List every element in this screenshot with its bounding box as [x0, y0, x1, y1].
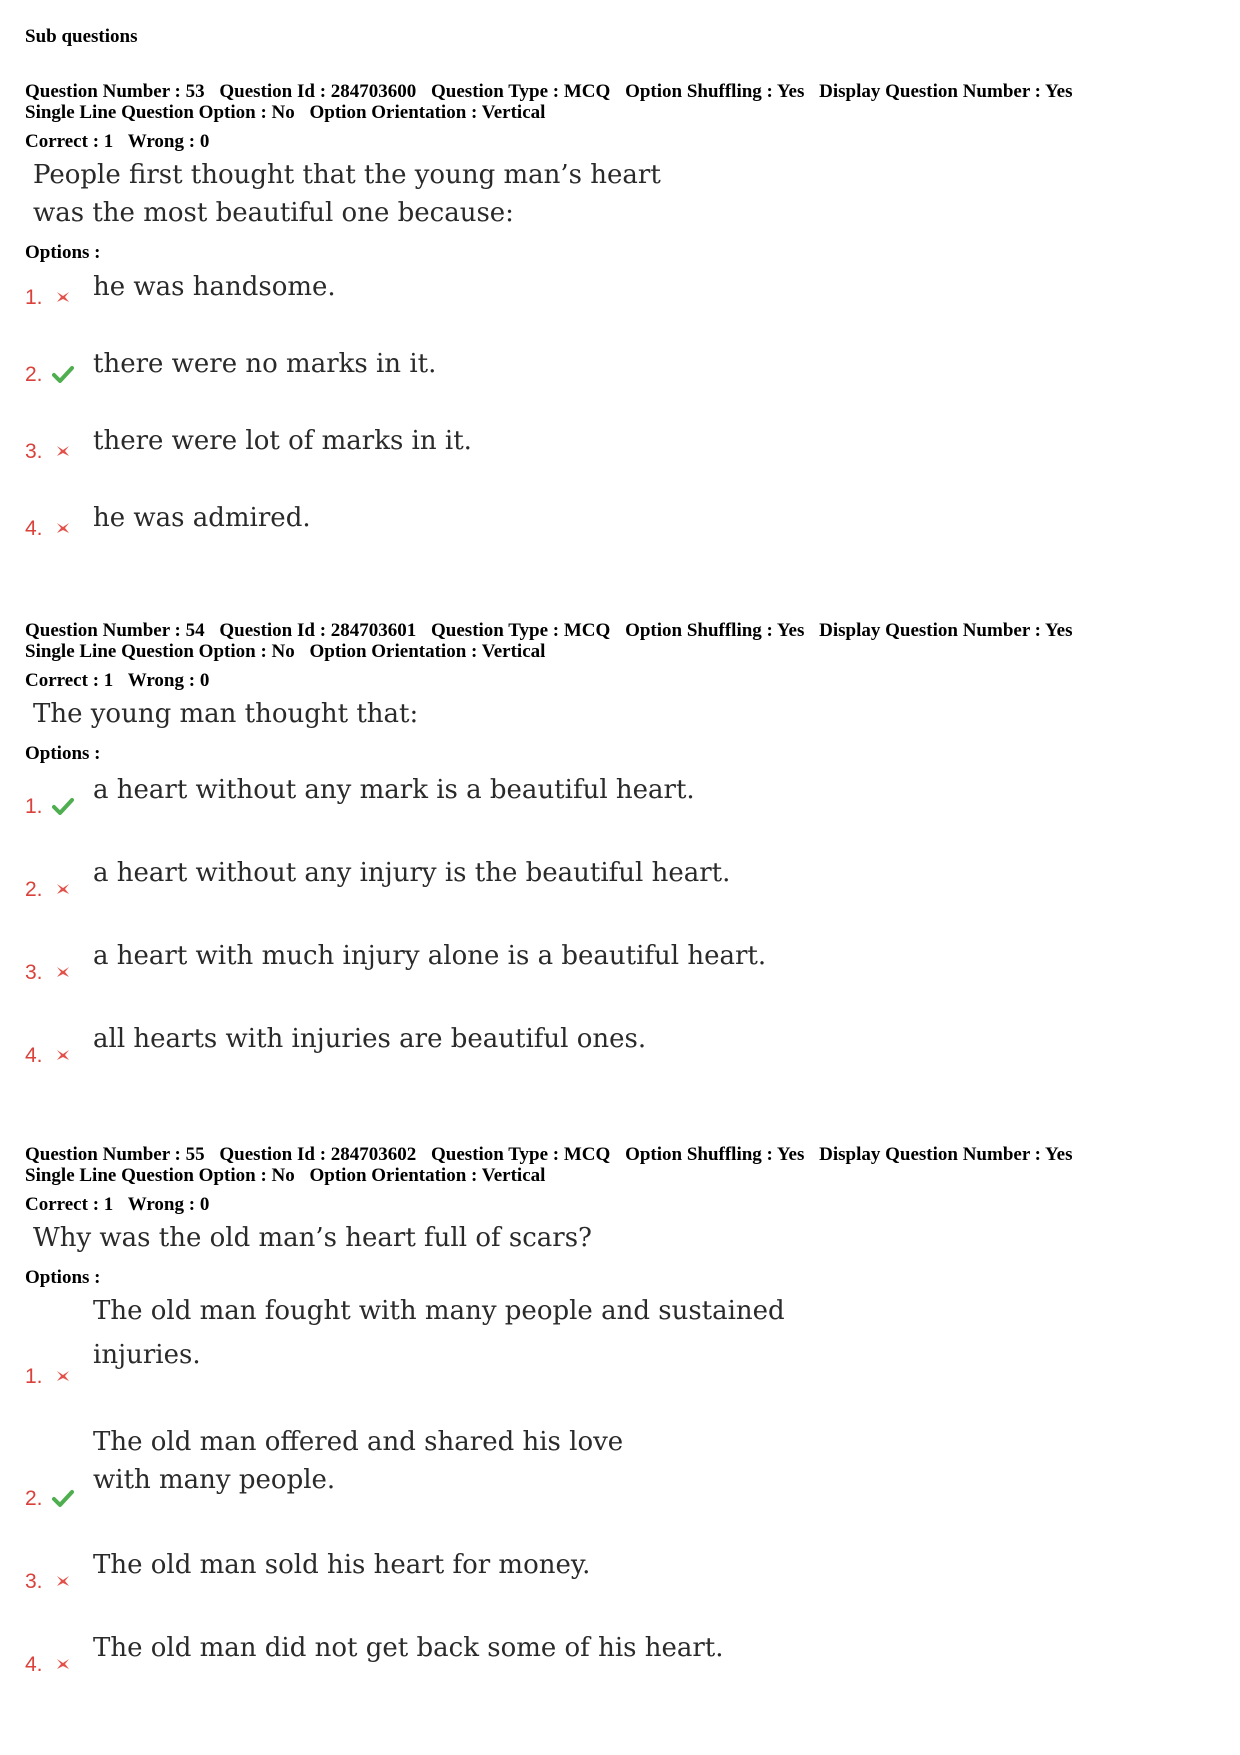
option-text: a heart without any mark is a beautiful heart.: [93, 775, 695, 805]
option-number: 1.: [25, 1365, 43, 1388]
option-number: 3.: [25, 440, 43, 463]
option-number: 1.: [25, 795, 43, 818]
option-item: [25, 264, 1225, 318]
option-item: [25, 993, 1225, 1076]
display-question-number: Display Question Number : Yes: [819, 620, 1073, 641]
wrong-icon: [52, 440, 74, 462]
display-question-number: Display Question Number : Yes: [819, 1144, 1073, 1165]
wrong-icon: [52, 878, 74, 900]
question-meta-line-1: [25, 81, 1225, 102]
option-shuffling: Option Shuffling : Yes: [625, 620, 805, 641]
option-number: 2.: [25, 1487, 43, 1510]
question-type: Question Type : MCQ: [431, 1144, 611, 1165]
correct-score: Correct : 1: [25, 1194, 114, 1215]
option-orientation: Option Orientation : Vertical: [309, 1165, 546, 1186]
option-text: The old man did not get back some of his heart.: [93, 1633, 724, 1663]
options-label: Options :: [25, 1267, 101, 1288]
option-number: 4.: [25, 1653, 43, 1676]
option-item: [25, 1602, 1225, 1685]
check-icon: [52, 1487, 74, 1509]
option-text: he was admired.: [93, 503, 311, 533]
option-text: there were no marks in it.: [93, 349, 437, 379]
option-orientation: Option Orientation : Vertical: [309, 641, 546, 662]
wrong-icon: [52, 517, 74, 539]
question-53: [25, 81, 1225, 549]
question-id: Question Id : 284703600: [219, 81, 417, 102]
wrong-score: Wrong : 0: [127, 670, 210, 691]
option-text: he was handsome.: [93, 272, 336, 302]
option-text: all hearts with injuries are beautiful ones.: [93, 1024, 647, 1054]
question-text: Why was the old man’s heart full of scars?: [33, 1223, 592, 1253]
option-number: 3.: [25, 961, 43, 984]
wrong-icon: [52, 1570, 74, 1592]
option-item: [25, 910, 1225, 993]
question-number: Question Number : 54: [25, 620, 205, 641]
score-line: [25, 131, 1225, 152]
wrong-icon: [52, 961, 74, 983]
score-line: [25, 670, 1225, 691]
option-item: [25, 472, 1225, 549]
option-text: a heart with much injury alone is a beautiful heart.: [93, 941, 767, 971]
correct-score: Correct : 1: [25, 131, 114, 152]
option-orientation: Option Orientation : Vertical: [309, 102, 546, 123]
score-line: [25, 1194, 1225, 1215]
page-heading: Sub questions: [25, 26, 138, 47]
single-line-option: Single Line Question Option : No: [25, 1165, 295, 1186]
question-id: Question Id : 284703601: [219, 620, 417, 641]
single-line-option: Single Line Question Option : No: [25, 102, 295, 123]
single-line-option: Single Line Question Option : No: [25, 641, 295, 662]
question-55: [25, 1144, 1225, 1685]
option-text: The old man fought with many people and sustained injuries.: [93, 1296, 785, 1370]
question-meta-line-2: [25, 1165, 1225, 1186]
options-label: Options :: [25, 743, 101, 764]
display-question-number: Display Question Number : Yes: [819, 81, 1073, 102]
check-icon: [52, 363, 74, 385]
option-shuffling: Option Shuffling : Yes: [625, 81, 805, 102]
option-number: 2.: [25, 363, 43, 386]
question-meta-line-2: [25, 641, 1225, 662]
question-54: [25, 620, 1225, 1076]
question-type: Question Type : MCQ: [431, 620, 611, 641]
wrong-icon: [52, 1365, 74, 1387]
wrong-score: Wrong : 0: [127, 131, 210, 152]
wrong-score: Wrong : 0: [127, 1194, 210, 1215]
question-text: People first thought that the young man’s heart was the most beautiful one because:: [33, 160, 661, 228]
check-icon: [52, 795, 74, 817]
option-item: [25, 1397, 1225, 1519]
wrong-icon: [52, 286, 74, 308]
question-meta-line-1: [25, 1144, 1225, 1165]
option-text: there were lot of marks in it.: [93, 426, 472, 456]
question-id: Question Id : 284703602: [219, 1144, 417, 1165]
question-number: Question Number : 55: [25, 1144, 205, 1165]
option-item: [25, 1289, 1225, 1397]
question-meta-line-1: [25, 620, 1225, 641]
option-item: [25, 765, 1225, 827]
option-shuffling: Option Shuffling : Yes: [625, 1144, 805, 1165]
correct-score: Correct : 1: [25, 670, 114, 691]
option-number: 4.: [25, 517, 43, 540]
option-item: [25, 1519, 1225, 1602]
question-text: The young man thought that:: [33, 699, 419, 729]
wrong-icon: [52, 1044, 74, 1066]
question-number: Question Number : 53: [25, 81, 205, 102]
option-text: a heart without any injury is the beautiful heart.: [93, 858, 731, 888]
option-text: The old man offered and shared his love with many people.: [93, 1427, 624, 1495]
option-text: The old man sold his heart for money.: [93, 1550, 591, 1580]
option-item: [25, 318, 1225, 395]
question-type: Question Type : MCQ: [431, 81, 611, 102]
option-number: 1.: [25, 286, 43, 309]
option-number: 2.: [25, 878, 43, 901]
option-item: [25, 395, 1225, 472]
options-label: Options :: [25, 242, 101, 263]
option-number: 4.: [25, 1044, 43, 1067]
question-meta-line-2: [25, 102, 1225, 123]
option-number: 3.: [25, 1570, 43, 1593]
option-item: [25, 827, 1225, 910]
wrong-icon: [52, 1653, 74, 1675]
